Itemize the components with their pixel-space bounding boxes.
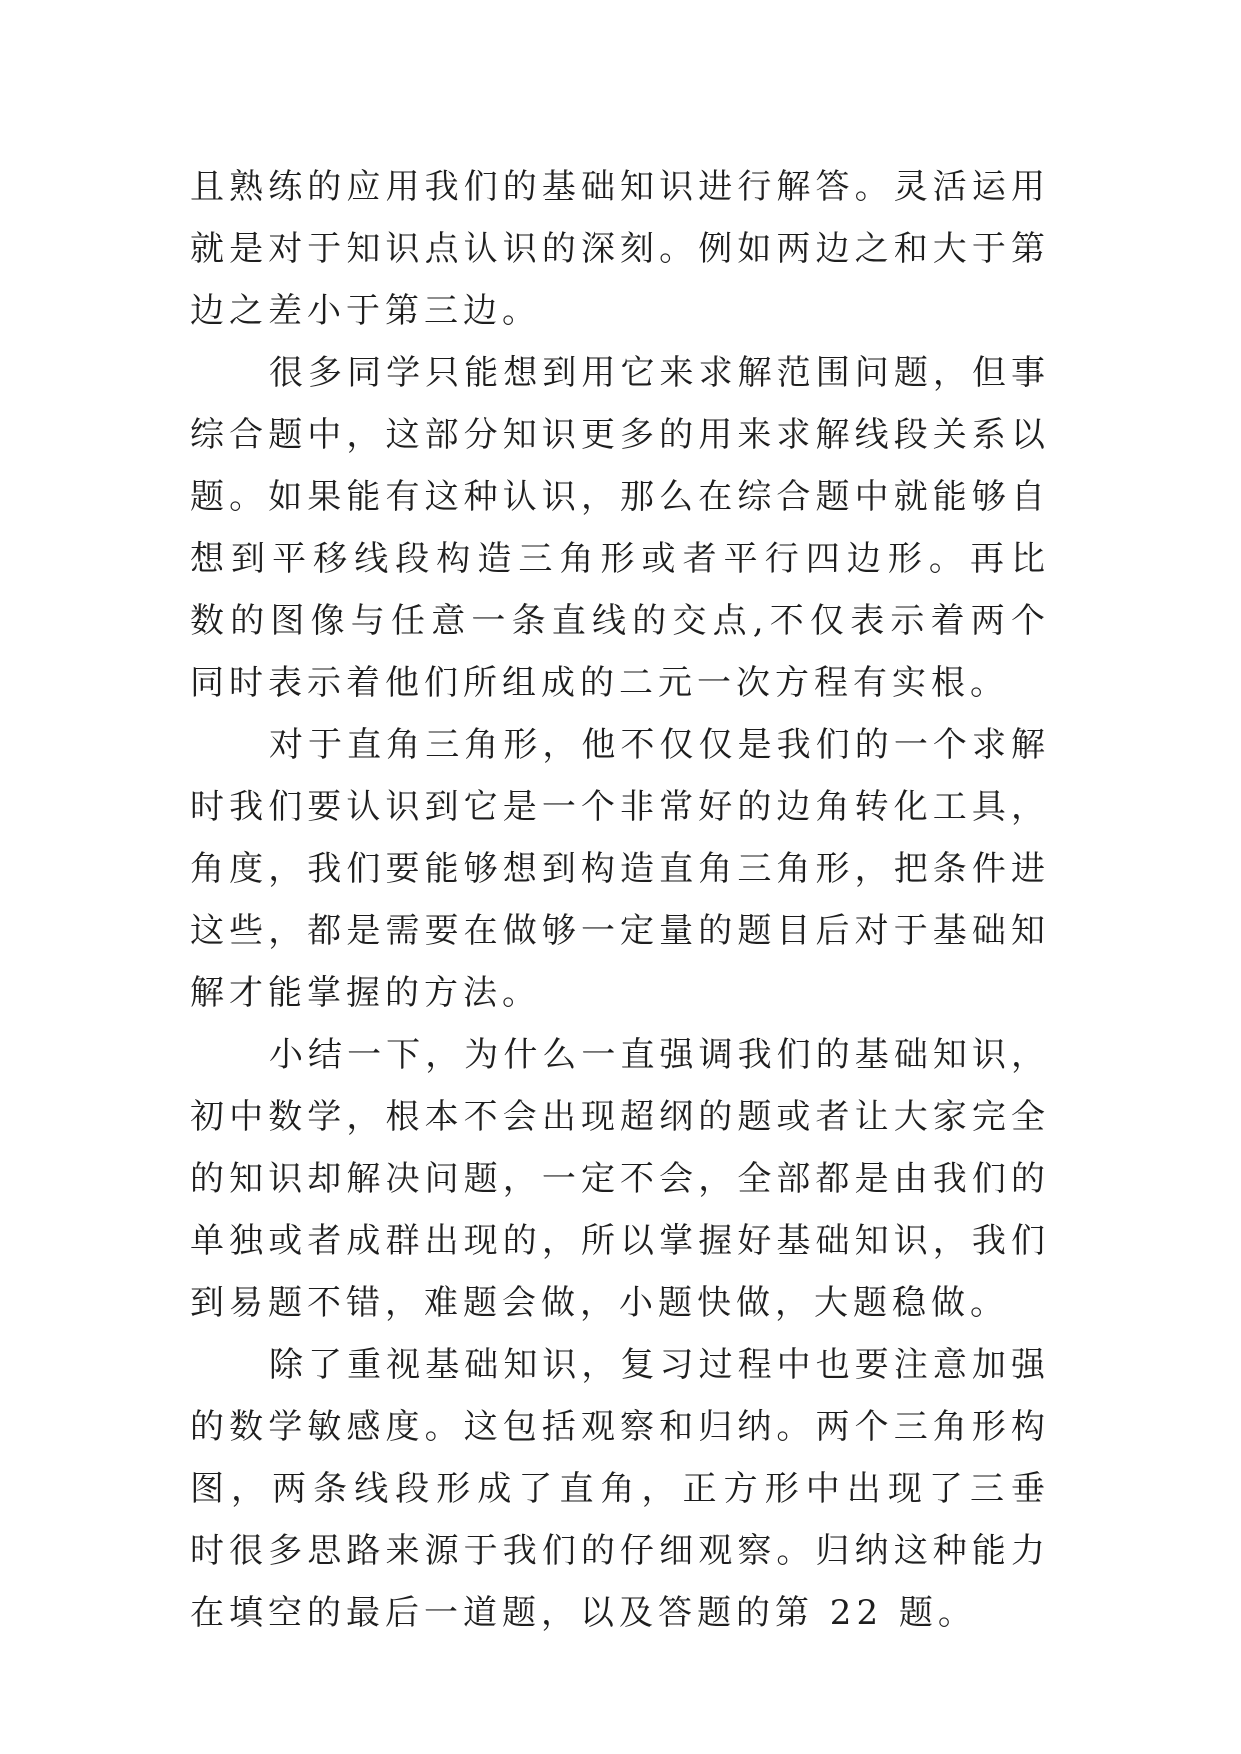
- text-line: 题。如果能有这种认识，那么在综合题中就能够自: [190, 477, 1050, 517]
- text-line: 单独或者成群出现的，所以掌握好基础知识，我们: [190, 1221, 1050, 1261]
- text-line: 的知识却解决问题，一定不会，全部都是由我们的: [190, 1159, 1050, 1199]
- text-line: 角度，我们要能够想到构造直角三角形，把条件进: [190, 849, 1050, 889]
- document-body: [190, 156, 1050, 1644]
- text-line: 对于直角三角形，他不仅仅是我们的一个求解: [269, 725, 1050, 765]
- text-line: 到易题不错，难题会做，小题快做，大题稳做。: [190, 1283, 1009, 1323]
- paragraph-4: [190, 1024, 1050, 1334]
- paragraph-1: [190, 156, 1050, 342]
- text-line: 这些，都是需要在做够一定量的题目后对于基础知: [190, 911, 1050, 951]
- text-line: 边之差小于第三边。: [190, 291, 541, 331]
- text-line: 的数学敏感度。这包括观察和归纳。两个三角形构: [190, 1407, 1050, 1447]
- text-line: 且熟练的应用我们的基础知识进行解答。灵活运用: [190, 167, 1050, 207]
- text-line: 在填空的最后一道题，以及答题的第 22 题。: [190, 1593, 977, 1633]
- text-line: 图，两条线段形成了直角，正方形中出现了三垂: [190, 1469, 1050, 1509]
- paragraph-5: [190, 1334, 1050, 1644]
- text-line: 时很多思路来源于我们的仔细观察。归纳这种能力: [190, 1531, 1050, 1571]
- text-line: 同时表示着他们所组成的二元一次方程有实根。: [190, 663, 1009, 703]
- text-line: 很多同学只能想到用它来求解范围问题，但事: [269, 353, 1050, 393]
- paragraph-3: [190, 714, 1050, 1024]
- paragraph-2: [190, 342, 1050, 714]
- text-line: 小结一下，为什么一直强调我们的基础知识，: [269, 1035, 1050, 1075]
- text-line: 除了重视基础知识，复习过程中也要注意加强: [269, 1345, 1050, 1385]
- text-line: 综合题中，这部分知识更多的用来求解线段关系以: [190, 415, 1050, 455]
- text-line: 就是对于知识点认识的深刻。例如两边之和大于第: [190, 229, 1050, 269]
- text-line: 解才能掌握的方法。: [190, 973, 541, 1013]
- text-line: 初中数学，根本不会出现超纲的题或者让大家完全: [190, 1097, 1050, 1137]
- text-line: 时我们要认识到它是一个非常好的边角转化工具，: [190, 787, 1050, 827]
- text-line: 想到平移线段构造三角形或者平行四边形。再比: [190, 539, 1050, 579]
- text-line: 数的图像与任意一条直线的交点,不仅表示着两个: [190, 601, 1050, 641]
